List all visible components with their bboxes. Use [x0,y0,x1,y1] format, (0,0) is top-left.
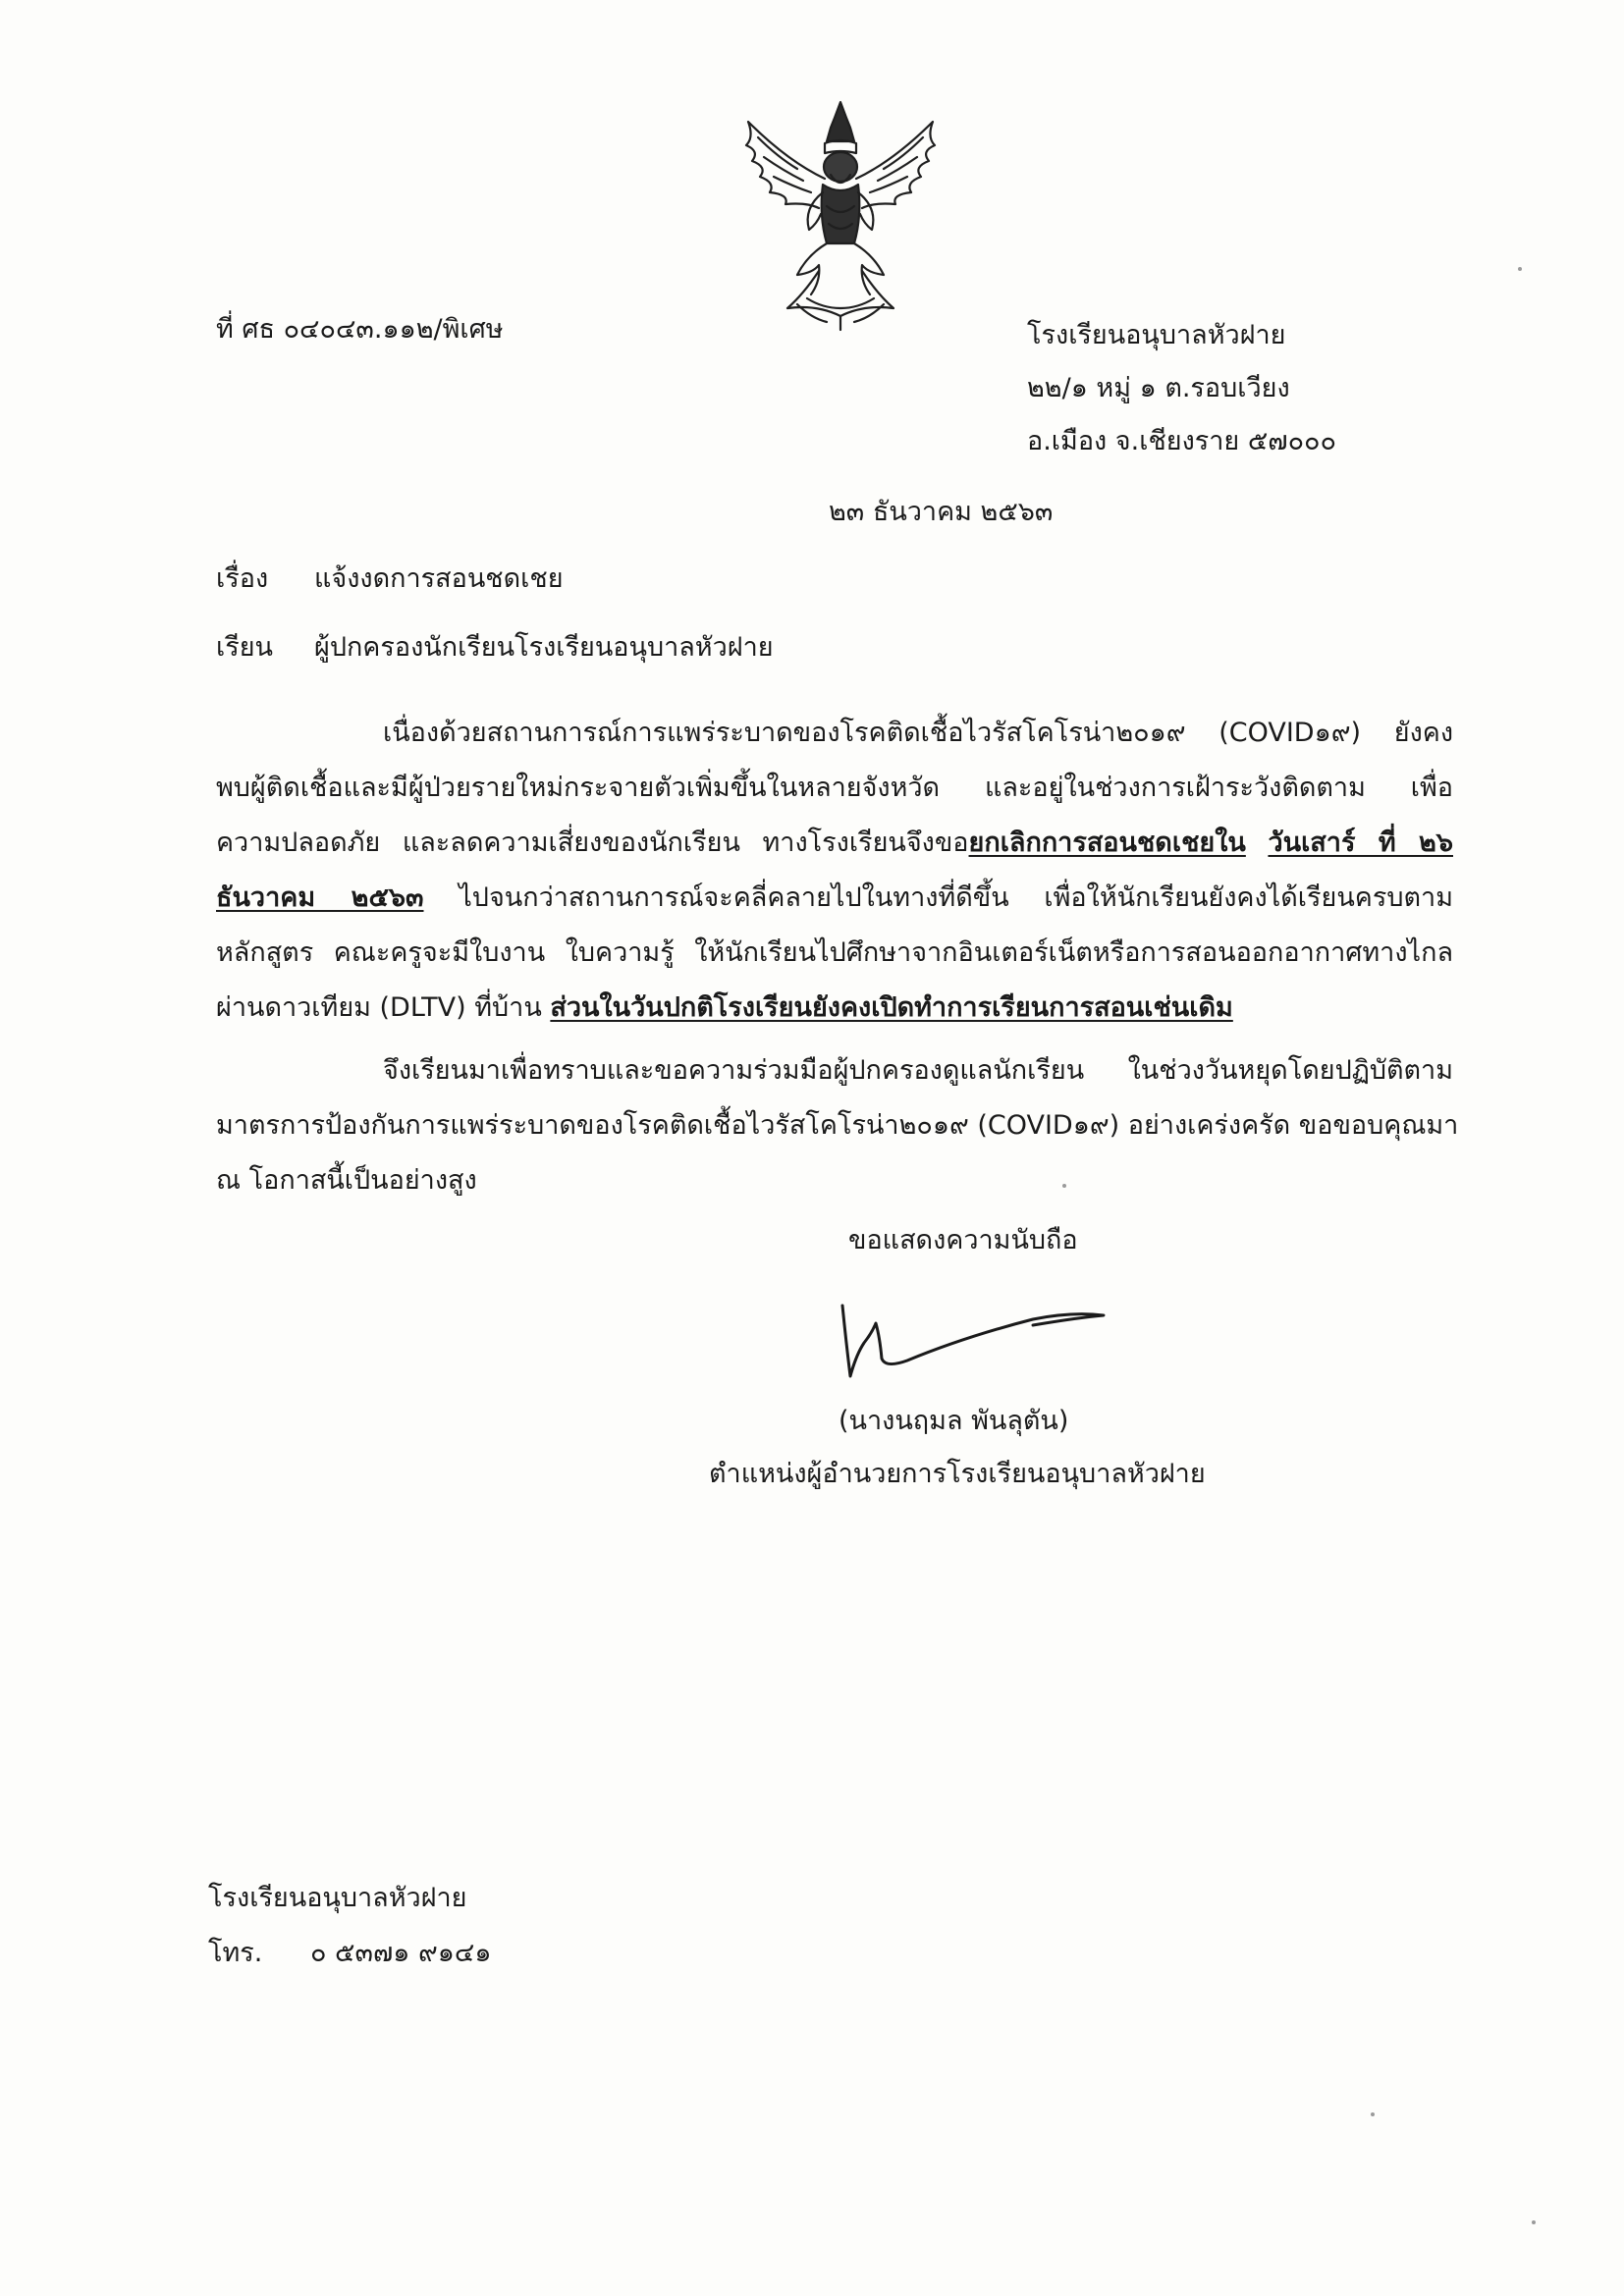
school-name: โรงเรียนอนุบาลหัวฝาย [1027,320,1286,350]
scan-speck [1518,267,1522,271]
footer-phone-number: ๐ ๕๓๗๑ ๙๑๔๑ [310,1938,492,1968]
body-p1-line-4-plain: ไปจนกว่าสถานการณ์จะคลี่คลายไปในทางที่ดีขึ้น เพื่อให้นักเรียนยังคงได้เรียนครบตาม [423,882,1453,913]
scan-speck [1371,2112,1375,2116]
body-p1-line-1: เนื่องด้วยสถานการณ์การแพร่ระบาดของโรคติดเชื้อไวรัสโคโรน่า๒๐๑๙ (COVID๑๙) ยังคง [383,718,1453,748]
subject-text: แจ้งงดการสอนชดเชย [314,563,564,594]
body-p1-line-6 [216,986,1453,1028]
body-p1-line-2: พบผู้ติดเชื้อและมีผู้ป่วยรายใหม่กระจายตัวเพิ่มขึ้นในหลายจังหวัด และอยู่ในช่วงการเฝ้าระวังติดตาม เพื่อ [216,773,1453,803]
garuda-emblem-icon [729,98,952,332]
footer-phone-label: โทร. [208,1938,263,1968]
body-p2-line-2: มาตรการป้องกันการแพร่ระบาดของโรคติดเชื้อไวรัสโคโรน่า๒๐๑๙ (COVID๑๙) อย่างเคร่งครัด ขอขอบคุณมา [216,1110,1459,1141]
december-date-emphasis: ธันวาคม ๒๕๖๓ [216,882,424,913]
footer-school-name: โรงเรียนอนุบาลหัวฝาย [208,1883,467,1913]
address-line-2: อ.เมือง จ.เชียงราย ๕๗๐๐๐ [1027,426,1337,456]
cancel-makeup-class-emphasis: ยกเลิกการสอนชดเชยใน [968,828,1246,858]
recipient-text: ผู้ปกครองนักเรียนโรงเรียนอนุบาลหัวฝาย [314,632,774,663]
body-p2-line-1: จึงเรียนมาเพื่อทราบและขอความร่วมมือผู้ปกครองดูแลนักเรียน ในช่วงวันหยุดโดยปฏิบัติตาม [383,1055,1453,1086]
recipient-label: เรียน [216,632,274,663]
scan-speck [1532,2220,1536,2224]
reference-number: ที่ ศธ ๐๔๐๔๓.๑๑๒/พิเศษ [216,314,504,345]
scan-speck [1062,1184,1066,1188]
subject-label: เรื่อง [216,563,269,594]
body-p1-line-4 [216,876,1453,918]
body-p2-line-3: ณ โอกาสนี้เป็นอย่างสูง [216,1165,477,1196]
normal-days-open-emphasis: ส่วนในวันปกติโรงเรียนยังคงเปิดทำการเรียนการสอนเช่นเดิม [550,992,1233,1023]
closing-salutation: ขอแสดงความนับถือ [848,1225,1078,1255]
body-p1-line-3-plain: ความปลอดภัย และลดความเสี่ยงของนักเรียน ทางโรงเรียนจึงขอ [216,828,969,858]
letter-date: ๒๓ ธันวาคม ๒๕๖๓ [829,497,1054,527]
body-p1-line-3 [216,821,1453,863]
body-p1-line-6-plain: ผ่านดาวเทียม (DLTV) ที่บ้าน [216,992,551,1023]
signatory-name: (นางนฤมล พันลุตัน) [839,1406,1069,1436]
address-line-1: ๒๒/๑ หมู่ ๑ ต.รอบเวียง [1027,373,1290,403]
body-p1-line-5: หลักสูตร คณะครูจะมีใบงาน ใบความรู้ ให้นักเรียนไปศึกษาจากอินเตอร์เน็ตหรือการสอนออกอากาศทางไกล [216,937,1453,968]
saturday-date-emphasis: วันเสาร์ ที่ ๒๖ [1268,828,1453,858]
handwritten-signature-icon [837,1286,1111,1394]
signatory-position: ตำแหน่งผู้อำนวยการโรงเรียนอนุบาลหัวฝาย [709,1459,1206,1489]
